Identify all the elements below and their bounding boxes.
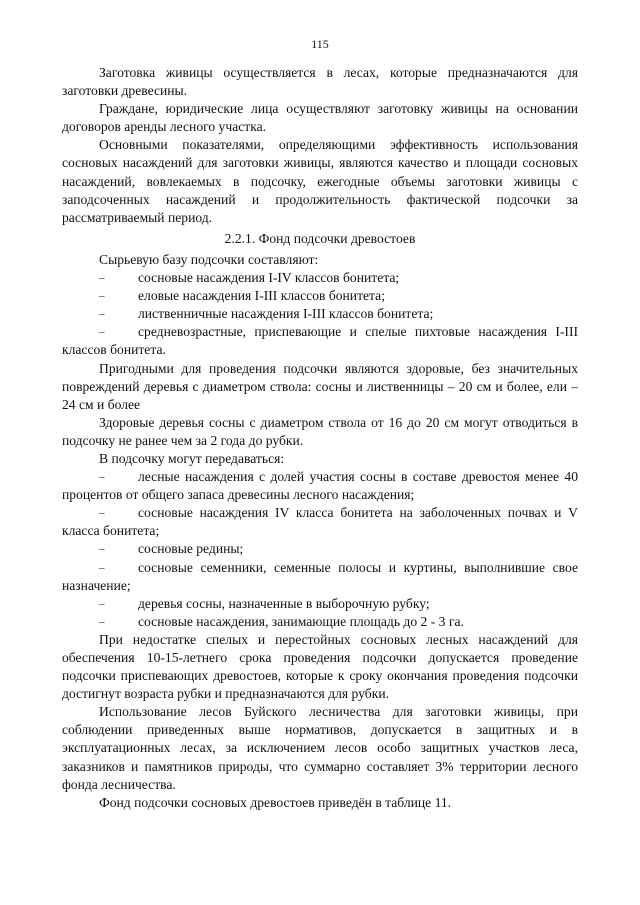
list-bullet: – <box>99 308 105 321</box>
paragraph: Здоровые деревья сосны с диаметром ствола от 16 до 20 см могут отводиться в подсочку не ранее чем за 2 года до рубки. <box>62 414 578 448</box>
list-item-text: сосновые насаждения I-IV классов бонитета; <box>138 270 400 286</box>
list-item-text: сосновые насаждения, занимающие площадь до 2 - 3 га. <box>138 613 464 629</box>
paragraph: Основными показателями, определяющими эффективность использования сосновых насаждений для заготовки живицы, являются качество и площади сосновых насаждений, вовлекаемых в подсочку, ежегодные объемы заготовки живицы с заподсоченных насаждений и продолжительность фактической подсочки за рассматриваемый период. <box>62 137 578 225</box>
list-bullet: – <box>99 471 105 484</box>
list-item <box>62 540 578 558</box>
paragraph: Фонд подсочки сосновых древостоев приведён в таблице 11. <box>99 794 452 810</box>
paragraph: При недостатке спелых и перестойных сосновых лесных насаждений для обеспечения 10-15-летнего срока проведения подсочки допускается проведение подсочки приспевающих древостоев, которые к сроку окончания проведения подсочки достигнут возраста рубки и предназначаются для рубки. <box>62 631 578 702</box>
list-item <box>62 613 578 631</box>
section-heading: 2.2.1. Фонд подсочки древостоев <box>224 230 416 246</box>
list-item-text: деревья сосны, назначенные в выборочную рубку; <box>138 595 430 611</box>
list-bullet: – <box>99 272 105 285</box>
list-item-text: лесные насаждения с долей участия сосны в составе древостоя менее 40 процентов от общего запаса древесины лесного насаждения; <box>62 469 578 503</box>
list-item-text: сосновые семенники, семенные полосы и куртины, выполнившие свое назначение; <box>62 559 578 593</box>
page-number: 115 <box>311 37 329 51</box>
paragraph: Использование лесов Буйского лесничества для заготовки живицы, при соблюдении приведенных выше нормативов, допускается в защитных и в эксплуатационных лесах, за исключением лесов особо защитных участков леса, заказников и памятников природы, что суммарно составляет 3% территории лесного фонда лесничества. <box>62 704 578 792</box>
list-bullet: – <box>99 615 105 628</box>
document-body <box>62 64 578 812</box>
paragraph: Граждане, юридические лица осуществляют заготовку живицы на основании договоров аренды лесного участка. <box>62 101 578 135</box>
paragraph: Пригодными для проведения подсочки являются здоровые, без значительных повреждений деревья с диаметром ствола: сосны и лиственницы – 20 см и более, ели – 24 см и более <box>62 360 578 412</box>
list-item <box>62 323 578 359</box>
list-bullet: – <box>99 290 105 303</box>
paragraph: В подсочку могут передаваться: <box>99 450 285 466</box>
list-bullet: – <box>99 507 105 520</box>
list-item-text: сосновые редины; <box>138 541 244 557</box>
list-item <box>62 269 578 287</box>
list-item-text: сосновые насаждения IV класса бонитета на заболоченных почвах и V класса бонитета; <box>62 505 578 539</box>
list-bullet: – <box>99 561 105 574</box>
list-item <box>62 595 578 613</box>
list-item-text: еловые насаждения I-III классов бонитета; <box>138 288 385 304</box>
list-item-text: средневозрастные, приспевающие и спелые пихтовые насаждения I-III классов бонитета. <box>62 324 578 358</box>
list-item <box>62 559 578 595</box>
list-item <box>62 305 578 323</box>
list-bullet: – <box>99 543 105 556</box>
list-item <box>62 468 578 504</box>
list-item <box>62 287 578 305</box>
paragraph: Сырьевую базу подсочки составляют: <box>99 251 319 267</box>
list-item <box>62 504 578 540</box>
list-bullet: – <box>99 326 105 339</box>
list-item-text: лиственничные насаждения I-III классов бонитета; <box>138 306 434 322</box>
paragraph: Заготовка живицы осуществляется в лесах, которые предназначаются для заготовки древесины. <box>62 65 578 99</box>
list-bullet: – <box>99 597 105 610</box>
